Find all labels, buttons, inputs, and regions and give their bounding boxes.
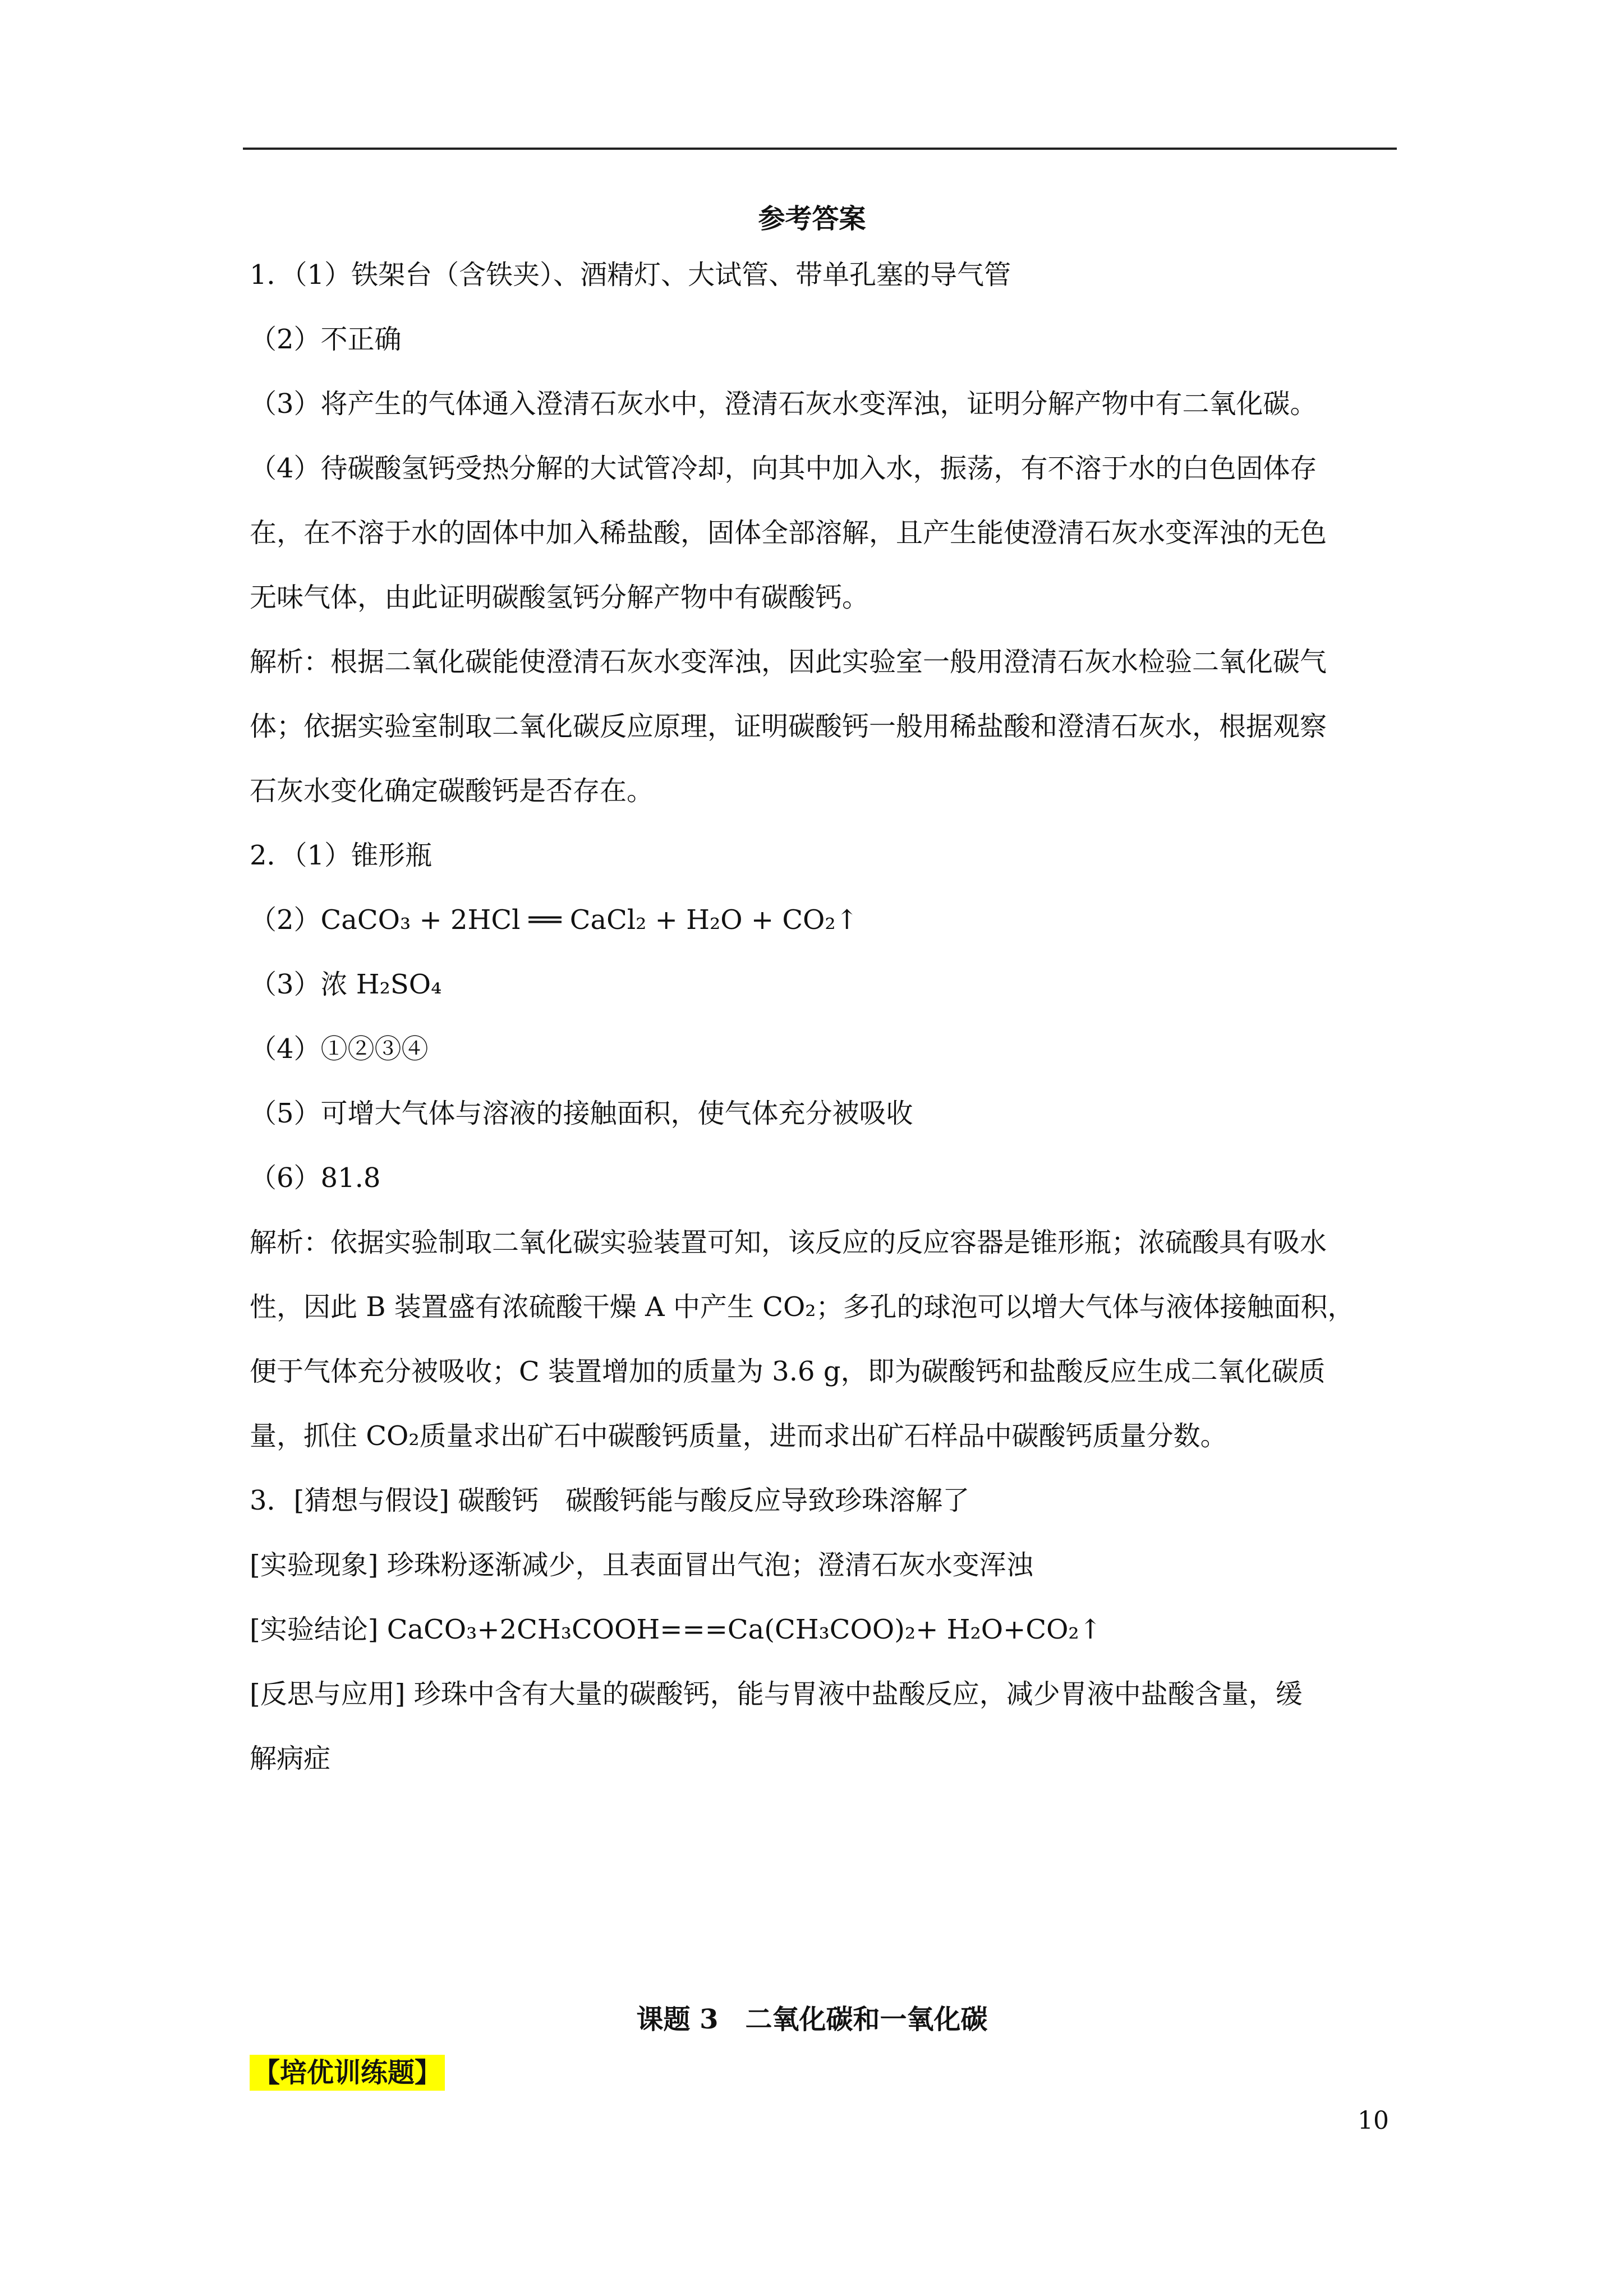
answer-line: （5）可增大气体与溶液的接触面积，使气体充分被吸收	[250, 1098, 913, 1129]
answer-line: （3）将产生的气体通入澄清石灰水中，澄清石灰水变浑浊，证明分解产物中有二氧化碳。	[250, 388, 1317, 420]
answer-line: （2）CaCO₃ + 2HCl ══ CaCl₂ + H₂O + CO₂↑	[250, 904, 858, 936]
answer-title: 参考答案	[758, 203, 866, 234]
header-rule	[243, 148, 1397, 150]
page-number: 10	[1358, 2106, 1389, 2135]
answer-line: （2）不正确	[250, 324, 402, 355]
training-tag	[250, 2056, 445, 2090]
answer-line: [实验结论] CaCO₃+2CH₃COOH===Ca(CH₃COO)₂+ H₂O+CO₂↑	[250, 1614, 1102, 1645]
answer-line: 便于气体充分被吸收；C 装置增加的质量为 3.6 g，即为碳酸钙和盐酸反应生成二氧化碳质	[250, 1356, 1326, 1387]
answer-line: 2．（1）锥形瓶	[250, 840, 433, 871]
section-title: 课题 3 二氧化碳和一氧化碳	[636, 2004, 988, 2035]
answer-line: （6）81.8	[250, 1162, 381, 1194]
answer-line: 3．[猜想与假设] 碳酸钙 碳酸钙能与酸反应导致珍珠溶解了	[250, 1485, 970, 1516]
answer-line: 在，在不溶于水的固体中加入稀盐酸，固体全部溶解，且产生能使澄清石灰水变浑浊的无色	[250, 517, 1327, 549]
answer-line: 解病症	[250, 1743, 331, 1774]
answer-line: 石灰水变化确定碳酸钙是否存在。	[250, 775, 654, 807]
answer-line: （3）浓 H₂SO₄	[250, 969, 442, 1000]
answer-line: [反思与应用] 珍珠中含有大量的碳酸钙，能与胃液中盐酸反应，减少胃液中盐酸含量，缓	[250, 1678, 1303, 1710]
answer-line: 无味气体，由此证明碳酸氢钙分解产物中有碳酸钙。	[250, 582, 869, 613]
answer-line: 1．（1）铁架台（含铁夹）、酒精灯、大试管、带单孔塞的导气管	[250, 259, 1011, 291]
answer-line: 性，因此 B 装置盛有浓硫酸干燥 A 中产生 CO₂；多孔的球泡可以增大气体与液体接触面积，	[250, 1291, 1355, 1323]
answer-line: 量，抓住 CO₂质量求出矿石中碳酸钙质量，进而求出矿石样品中碳酸钙质量分数。	[250, 1420, 1227, 1452]
answer-line: 解析：依据实验制取二氧化碳实验装置可知，该反应的反应容器是锥形瓶；浓硫酸具有吸水	[250, 1227, 1327, 1258]
answer-line: [实验现象] 珍珠粉逐渐减少，且表面冒出气泡；澄清石灰水变浑浊	[250, 1549, 1033, 1581]
training-tag-label: 【培优训练题】	[250, 2055, 445, 2091]
answer-line: 体；依据实验室制取二氧化碳反应原理，证明碳酸钙一般用稀盐酸和澄清石灰水，根据观察	[250, 711, 1327, 742]
answer-line: （4）①②③④	[250, 1033, 429, 1065]
answer-line: 解析：根据二氧化碳能使澄清石灰水变浑浊，因此实验室一般用澄清石灰水检验二氧化碳气	[250, 646, 1327, 678]
answer-line: （4）待碳酸氢钙受热分解的大试管冷却，向其中加入水，振荡，有不溶于水的白色固体存	[250, 453, 1317, 484]
